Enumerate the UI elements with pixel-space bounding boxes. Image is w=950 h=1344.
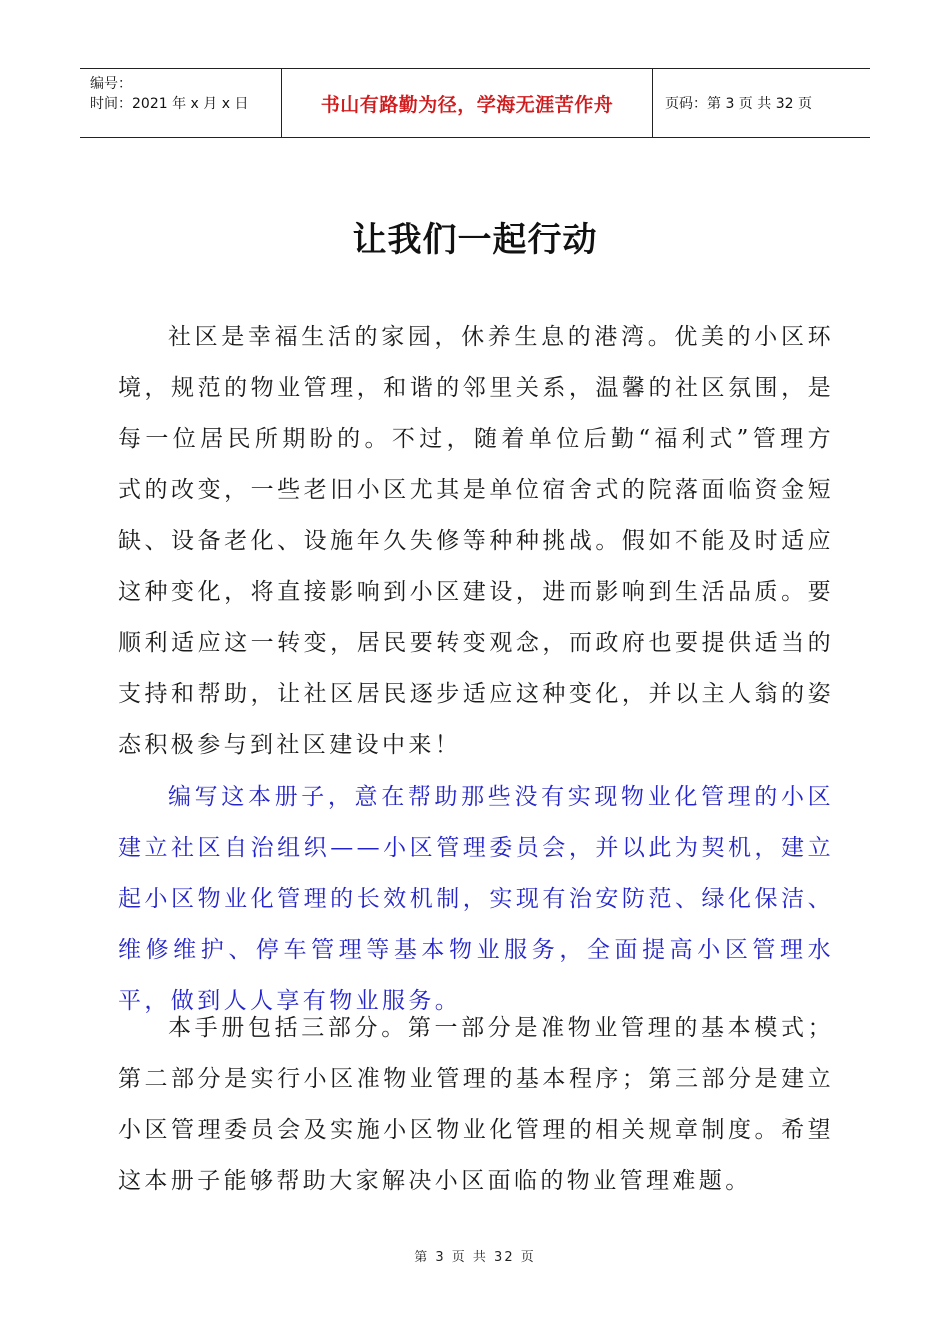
motto-text: 书山有路勤为径，学海无涯苦作舟 <box>320 93 614 116</box>
time-label: 时间：2021 年 x 月 x 日 <box>90 96 249 112</box>
document-title: 让我们一起行动 <box>352 220 598 260</box>
header-motto-cell <box>282 69 653 137</box>
header-page-cell <box>653 69 870 137</box>
document-header <box>80 68 870 138</box>
paragraph-purpose: 编写这本册子，意在帮助那些没有实现物业化管理的小区建立社区自治组织——小区管理委员会，并以此为契机，建立起小区物业化管理的长效机制，实现有治安防范、绿化保洁、维修维护、停车管理等基本物业服务，全面提高小区管理水平，做到人人享有物业服务。 <box>118 784 834 1014</box>
page-footer: 第 3 页 共 32 页 <box>414 1250 536 1265</box>
paragraph-intro: 社区是幸福生活的家园，休养生息的港湾。优美的小区环境，规范的物业管理，和谐的邻里关系，温馨的社区氛围，是每一位居民所期盼的。不过，随着单位后勤“福利式”管理方式的改变，一些老旧小区尤其是单位宿舍式的院落面临资金短缺、设备老化、设施年久失修等种种挑战。假如不能及时适应这种变化，将直接影响到小区建设，进而影响到生活品质。要顺利适应这一转变，居民要转变观念，而政府也要提供适当的支持和帮助，让社区居民逐步适应这种变化，并以主人翁的姿态积极参与到社区建设中来！ <box>118 324 834 758</box>
code-label: 编号： <box>90 76 132 92</box>
header-meta-cell <box>80 69 282 137</box>
page-info: 页码：第 3 页 共 32 页 <box>665 96 812 112</box>
paragraph-contents: 本手册包括三部分。第一部分是准物业管理的基本模式；第二部分是实行小区准物业管理的基本程序；第三部分是建立小区管理委员会及实施小区物业化管理的相关规章制度。希望这本册子能够帮助大家解决小区面临的物业管理难题。 <box>118 1015 834 1194</box>
